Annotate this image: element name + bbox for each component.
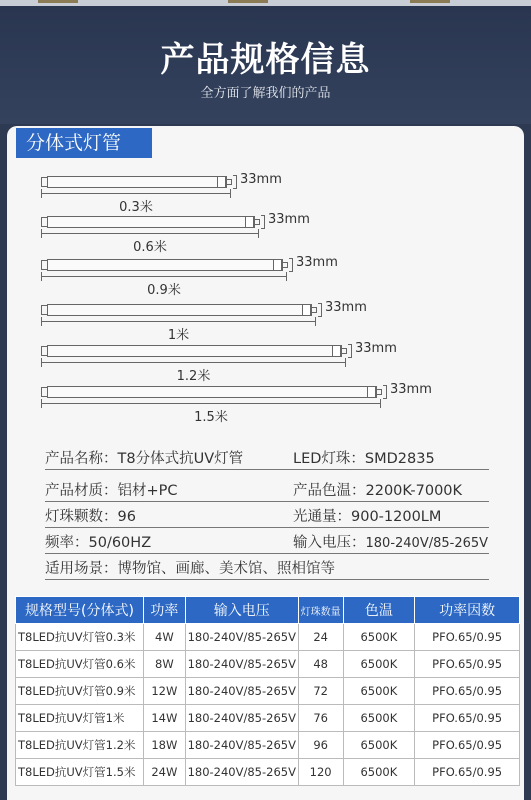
table-cell: 14W xyxy=(143,705,185,732)
spec-table xyxy=(15,596,520,786)
table-row xyxy=(16,678,520,705)
page-title: 产品规格信息 xyxy=(160,40,371,80)
table-header: 输入电压 xyxy=(185,597,298,624)
tube-length-label: 0.9米 xyxy=(147,283,181,298)
tube-length-label: 1米 xyxy=(167,328,190,343)
page-subtitle: 全方面了解我们的产品 xyxy=(200,86,331,101)
spec-color-temp: 产品色温：2200K-7000K xyxy=(293,483,463,499)
spec-row-2 xyxy=(45,476,489,502)
tube-diameter-label: 33mm xyxy=(240,172,282,187)
tube-length-label: 0.3米 xyxy=(119,200,153,215)
tube-diameter-label: 33mm xyxy=(325,300,367,315)
tube-diameter-label: 33mm xyxy=(390,382,432,397)
table-cell: 180-240V/85-265V xyxy=(185,651,298,678)
table-row xyxy=(16,705,520,732)
table-row xyxy=(16,651,520,678)
table-cell: 180-240V/85-265V xyxy=(185,624,298,651)
table-cell: 12W xyxy=(143,678,185,705)
table-cell: 4W xyxy=(143,624,185,651)
table-cell: 180-240V/85-265V xyxy=(185,678,298,705)
spec-row-3 xyxy=(45,502,489,528)
tube-length-label: 1.2米 xyxy=(176,369,211,384)
spec-material: 产品材质：铝材+PC xyxy=(45,483,178,499)
table-cell: 96 xyxy=(298,732,343,759)
tube-length-label: 1.5米 xyxy=(194,410,228,425)
table-header: 规格型号(分体式) xyxy=(16,597,144,624)
table-header: 灯珠数量 xyxy=(298,597,343,624)
table-row xyxy=(16,759,520,786)
decor-mark xyxy=(38,0,78,3)
table-cell: 6500K xyxy=(343,678,415,705)
table-cell: 180-240V/85-265V xyxy=(185,759,298,786)
tube-length-line xyxy=(41,276,287,277)
table-cell: 180-240V/85-265V xyxy=(185,705,298,732)
spec-led: LED灯珠：SMD2835 xyxy=(293,451,435,467)
spec-input-voltage-label: 输入电压： xyxy=(293,535,366,551)
tube-length-line xyxy=(41,403,381,404)
table-cell: 6500K xyxy=(343,759,415,786)
spec-row-4 xyxy=(45,528,489,554)
table-cell: PFO.65/0.95 xyxy=(415,624,520,651)
table-cell: 6500K xyxy=(343,651,415,678)
table-row xyxy=(16,732,520,759)
spec-scenes: 适用场景：博物馆、画廊、美术馆、照相馆等 xyxy=(45,561,335,577)
tube-length-line xyxy=(41,362,346,363)
tube-diameter-label: 33mm xyxy=(355,341,397,356)
table-cell: 6500K xyxy=(343,732,415,759)
decor-mark xyxy=(410,0,450,3)
table-row xyxy=(16,624,520,651)
tube-diameter-label: 33mm xyxy=(268,212,310,227)
spec-luminous-flux: 光通量：900-1200LM xyxy=(293,509,442,525)
table-cell: 76 xyxy=(298,705,343,732)
spec-row-5 xyxy=(45,554,489,580)
tube-length-line xyxy=(41,233,259,234)
table-header: 功率 xyxy=(143,597,185,624)
spec-name: 产品名称：T8分体式抗UV灯管 xyxy=(45,451,244,467)
table-cell: 120 xyxy=(298,759,343,786)
section-tag: 分体式灯管 xyxy=(16,128,152,158)
spec-bead-count: 灯珠颗数：96 xyxy=(45,509,136,525)
table-cell: 72 xyxy=(298,678,343,705)
page-header xyxy=(0,6,531,124)
tube-length-line xyxy=(41,193,231,194)
tube-diameter-label: 33mm xyxy=(296,255,338,270)
table-cell: 48 xyxy=(298,651,343,678)
table-cell: T8LED抗UV灯管0.3米 xyxy=(16,624,144,651)
table-cell: PFO.65/0.95 xyxy=(415,732,520,759)
table-header: 功率因数 xyxy=(415,597,520,624)
table-cell: PFO.65/0.95 xyxy=(415,678,520,705)
spec-frequency: 频率：50/60HZ xyxy=(45,535,152,551)
spec-row-1 xyxy=(45,444,489,470)
decor-mark xyxy=(228,0,268,3)
table-cell: 6500K xyxy=(343,624,415,651)
table-cell: 180-240V/85-265V xyxy=(185,732,298,759)
spec-card xyxy=(7,126,524,800)
table-cell: 24 xyxy=(298,624,343,651)
table-cell: PFO.65/0.95 xyxy=(415,705,520,732)
table-cell: T8LED抗UV灯管1.5米 xyxy=(16,759,144,786)
spec-input-voltage xyxy=(293,531,488,552)
spec-input-voltage-value: 180-240V/85-265V xyxy=(365,536,489,551)
table-cell: 18W xyxy=(143,732,185,759)
table-cell: T8LED抗UV灯管0.6米 xyxy=(16,651,144,678)
tube-length-line xyxy=(41,321,316,322)
tube-length-label: 0.6米 xyxy=(133,240,167,255)
table-header: 色温 xyxy=(343,597,415,624)
table-cell: 6500K xyxy=(343,705,415,732)
table-cell: 24W xyxy=(143,759,185,786)
table-cell: T8LED抗UV灯管0.9米 xyxy=(16,678,144,705)
table-cell: PFO.65/0.95 xyxy=(415,759,520,786)
table-cell: T8LED抗UV灯管1.2米 xyxy=(16,732,144,759)
table-cell: 8W xyxy=(143,651,185,678)
table-cell: T8LED抗UV灯管1米 xyxy=(16,705,144,732)
table-cell: PFO.65/0.95 xyxy=(415,651,520,678)
table-header-row xyxy=(16,597,520,624)
